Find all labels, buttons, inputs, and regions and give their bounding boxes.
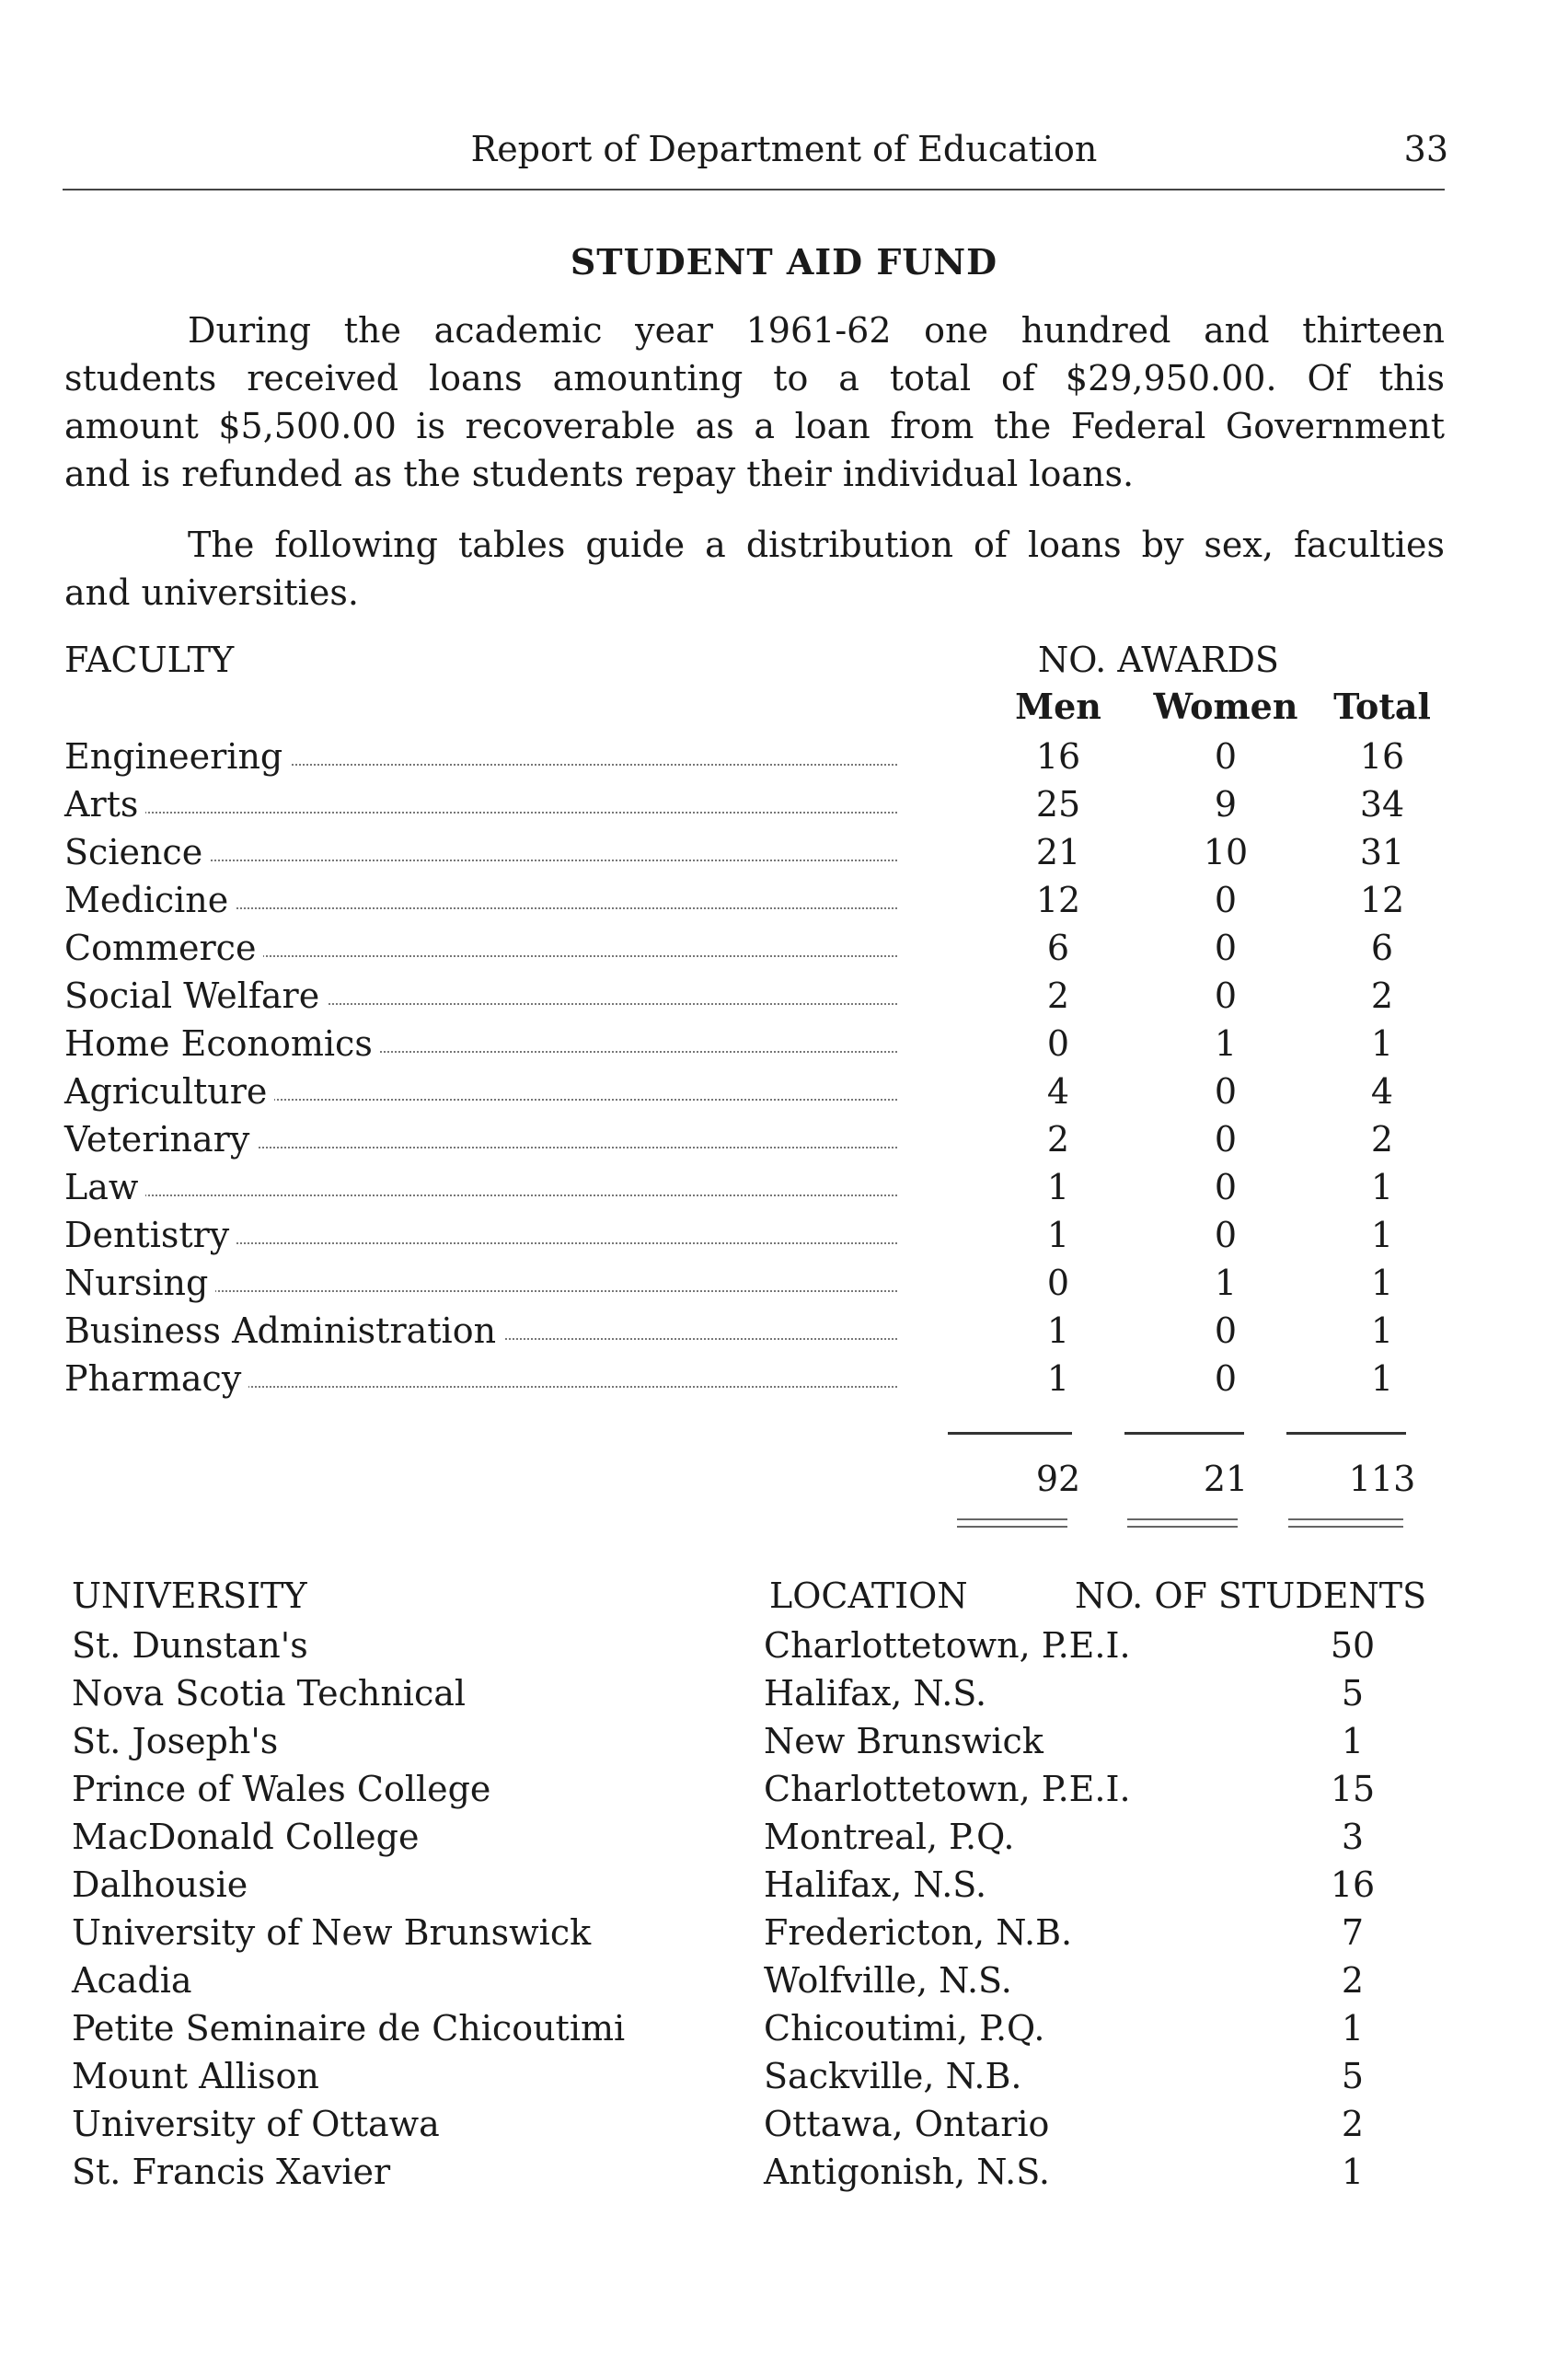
women-count: 0	[1214, 1358, 1238, 1399]
table-row	[64, 1071, 1445, 1119]
table-row	[64, 1263, 1445, 1310]
paragraph-line: and universities.	[64, 572, 359, 613]
men-count: 16	[1035, 736, 1081, 777]
women-count: 10	[1203, 832, 1249, 872]
paragraph-line: The following tables guide a distribution of loans by sex, faculties	[188, 525, 1445, 565]
table-row	[64, 832, 1445, 880]
men-count: 2	[1046, 1119, 1070, 1160]
faculty-table-column-headers	[64, 686, 1445, 733]
faculty-name: Nursing	[64, 1263, 215, 1303]
university-location: Charlottetown, P.E.I.	[764, 1769, 1131, 1809]
women-count: 0	[1214, 975, 1238, 1016]
student-count: 2	[1341, 1960, 1365, 2001]
university-location: Ottawa, Ontario	[764, 2104, 1050, 2144]
total-count: 12	[1359, 880, 1405, 920]
total-count: 1	[1370, 1310, 1394, 1351]
total-count: 1	[1370, 1215, 1394, 1255]
women-count: 1	[1214, 1023, 1238, 1064]
men-count: 1	[1046, 1215, 1070, 1255]
table-row	[64, 1023, 1445, 1071]
women-double-rule	[1127, 1518, 1238, 1528]
faculty-name: Veterinary	[64, 1119, 257, 1160]
table-row	[64, 1215, 1445, 1263]
total-count: 2	[1370, 1119, 1394, 1160]
men-count: 1	[1046, 1358, 1070, 1399]
total-count: 31	[1359, 832, 1405, 872]
women-count: 1	[1214, 1263, 1238, 1303]
men-count: 2	[1046, 975, 1070, 1016]
total-count: 2	[1370, 975, 1394, 1016]
university-name: Petite Seminaire de Chicoutimi	[72, 2008, 626, 2049]
table-row	[64, 1119, 1445, 1167]
men-count: 1	[1046, 1167, 1070, 1207]
university-location: Montreal, P.Q.	[764, 1817, 1015, 1857]
women-count: 0	[1214, 1119, 1238, 1160]
table-row	[64, 784, 1445, 832]
page-number: 33	[1403, 129, 1448, 169]
women-count: 0	[1214, 1167, 1238, 1207]
column-header-university: UNIVERSITY	[72, 1575, 307, 1616]
total-all: 113	[1348, 1459, 1416, 1499]
women-count: 9	[1214, 784, 1238, 825]
total-count: 4	[1370, 1071, 1394, 1112]
faculty-table-title: FACULTY	[64, 640, 235, 680]
women-count: 0	[1214, 736, 1238, 777]
faculty-name: Arts	[64, 784, 145, 825]
running-header-title: Report of Department of Education	[470, 129, 1098, 169]
university-table-column-headers	[64, 1575, 1445, 1623]
faculty-table-totals-row	[64, 1459, 1445, 1506]
faculty-name: Commerce	[64, 928, 263, 968]
faculty-name: Agriculture	[64, 1071, 274, 1112]
table-row	[64, 880, 1445, 928]
faculty-name: Dentistry	[64, 1215, 236, 1255]
university-location: New Brunswick	[764, 1721, 1043, 1761]
table-row	[64, 928, 1445, 975]
table-row	[64, 1358, 1445, 1406]
men-count: 0	[1046, 1023, 1070, 1064]
table-row	[64, 2008, 1445, 2056]
student-count: 1	[1341, 1721, 1365, 1761]
university-location: Fredericton, N.B.	[764, 1912, 1073, 1953]
column-header-students: NO. OF STUDENTS	[1075, 1575, 1427, 1616]
column-header-women: Women	[1153, 686, 1298, 727]
table-row	[64, 1167, 1445, 1215]
section-title: STUDENT AID FUND	[570, 241, 998, 283]
university-name: MacDonald College	[72, 1817, 420, 1857]
total-count: 1	[1370, 1358, 1394, 1399]
university-name: St. Dunstan's	[72, 1625, 308, 1666]
university-name: St. Joseph's	[72, 1721, 279, 1761]
men-count: 12	[1035, 880, 1081, 920]
table-row	[64, 1310, 1445, 1358]
university-name: Nova Scotia Technical	[72, 1673, 467, 1714]
student-count: 3	[1341, 1817, 1365, 1857]
total-double-rule	[1288, 1518, 1403, 1528]
paragraph-line: amount $5,500.00 is recoverable as a loan from the Federal Government	[64, 406, 1445, 446]
column-header-total: Total	[1333, 686, 1431, 727]
table-row	[64, 2104, 1445, 2152]
total-women: 21	[1203, 1459, 1249, 1499]
faculty-name: Home Economics	[64, 1023, 380, 1064]
column-header-men: Men	[1015, 686, 1101, 727]
faculty-name: Social Welfare	[64, 975, 327, 1016]
university-location: Halifax, N.S.	[764, 1673, 987, 1714]
men-count: 21	[1035, 832, 1081, 872]
student-count: 7	[1341, 1912, 1365, 1953]
student-count: 50	[1330, 1625, 1376, 1666]
paragraph-line: and is refunded as the students repay their individual loans.	[64, 454, 1135, 494]
university-location: Chicoutimi, P.Q.	[764, 2008, 1045, 2049]
university-location: Charlottetown, P.E.I.	[764, 1625, 1131, 1666]
total-count: 6	[1370, 928, 1394, 968]
table-row	[64, 1912, 1445, 1960]
women-count: 0	[1214, 1215, 1238, 1255]
table-row	[64, 736, 1445, 784]
university-name: Dalhousie	[72, 1864, 248, 1905]
paragraph-line: students received loans amounting to a total of $29,950.00. Of this	[64, 358, 1445, 398]
total-count: 1	[1370, 1263, 1394, 1303]
table-row	[64, 1960, 1445, 2008]
men-count: 0	[1046, 1263, 1070, 1303]
university-name: Prince of Wales College	[72, 1769, 491, 1809]
men-count: 1	[1046, 1310, 1070, 1351]
header-rule	[63, 189, 1445, 190]
university-name: St. Francis Xavier	[72, 2152, 391, 2192]
university-location: Wolfville, N.S.	[764, 1960, 1012, 2001]
table-row	[64, 1673, 1445, 1721]
women-count: 0	[1214, 928, 1238, 968]
total-men: 92	[1035, 1459, 1081, 1499]
university-name: Acadia	[72, 1960, 192, 2001]
faculty-name: Law	[64, 1167, 145, 1207]
student-count: 2	[1341, 2104, 1365, 2144]
student-count: 15	[1330, 1769, 1376, 1809]
women-count: 0	[1214, 1071, 1238, 1112]
faculty-name: Business Administration	[64, 1310, 503, 1351]
table-row	[64, 1625, 1445, 1673]
university-name: University of Ottawa	[72, 2104, 440, 2144]
table-row	[64, 1769, 1445, 1817]
table-row	[64, 1721, 1445, 1769]
university-location: Halifax, N.S.	[764, 1864, 987, 1905]
faculty-name: Pharmacy	[64, 1358, 248, 1399]
total-count: 16	[1359, 736, 1405, 777]
total-count: 34	[1359, 784, 1405, 825]
paragraph-line: During the academic year 1961-62 one hundred and thirteen	[188, 310, 1445, 351]
men-total-rule	[948, 1432, 1072, 1435]
paragraph-tables-intro	[64, 521, 1445, 617]
student-count: 16	[1330, 1864, 1376, 1905]
faculty-name: Engineering	[64, 736, 290, 777]
student-count: 5	[1341, 2056, 1365, 2096]
table-row	[64, 1817, 1445, 1864]
men-double-rule	[957, 1518, 1067, 1528]
women-total-rule	[1124, 1432, 1244, 1435]
student-count: 1	[1341, 2152, 1365, 2192]
table-row	[64, 2056, 1445, 2104]
faculty-name: Science	[64, 832, 210, 872]
table-row	[64, 975, 1445, 1023]
faculty-name: Medicine	[64, 880, 236, 920]
men-count: 6	[1046, 928, 1070, 968]
university-name: University of New Brunswick	[72, 1912, 592, 1953]
table-row	[64, 1864, 1445, 1912]
women-count: 0	[1214, 1310, 1238, 1351]
men-count: 4	[1046, 1071, 1070, 1112]
university-location: Antigonish, N.S.	[764, 2152, 1050, 2192]
leader-dots	[64, 1195, 897, 1196]
total-count: 1	[1370, 1167, 1394, 1207]
university-name: Mount Allison	[72, 2056, 319, 2096]
column-header-location: LOCATION	[769, 1575, 968, 1616]
paragraph-intro	[64, 306, 1445, 498]
student-count: 1	[1341, 2008, 1365, 2049]
faculty-table-group-header: NO. AWARDS	[1038, 640, 1279, 680]
university-location: Sackville, N.B.	[764, 2056, 1022, 2096]
total-total-rule	[1286, 1432, 1406, 1435]
men-count: 25	[1035, 784, 1081, 825]
leader-dots	[64, 812, 897, 814]
total-count: 1	[1370, 1023, 1394, 1064]
women-count: 0	[1214, 880, 1238, 920]
student-count: 5	[1341, 1673, 1365, 1714]
table-row	[64, 2152, 1445, 2199]
